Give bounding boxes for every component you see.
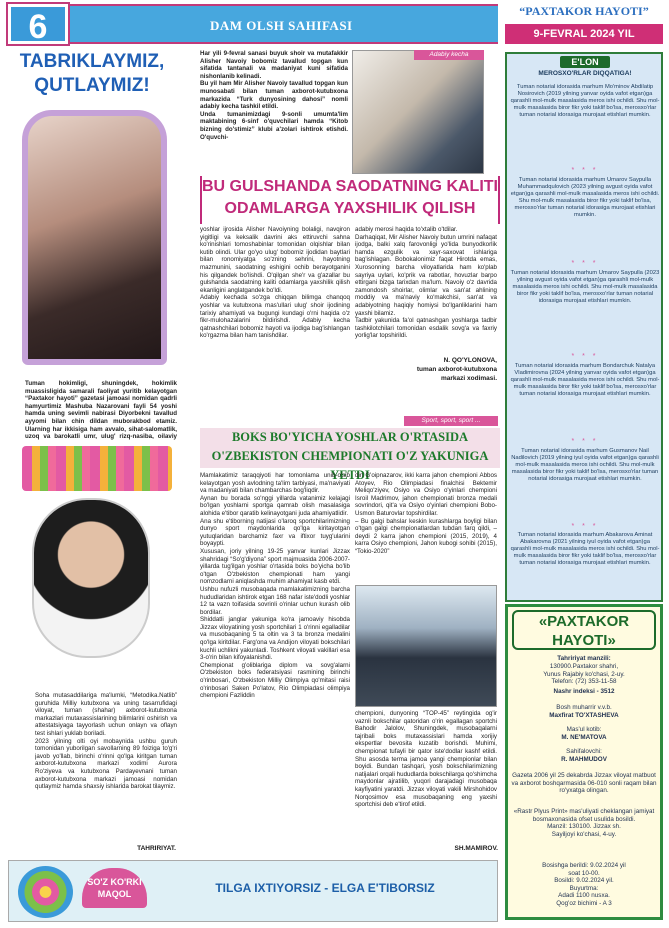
article-column: yoshlar ijrosida Alisher Navoiyning bolaligi, navqiron yigitligi va keksalik davrini aks ettiruvchi sahna ko'rinishlari tomoshabinlar tomonidan olqishlar bilan kutib olindi. Ular go'yo ulug' bobomiz ijodidan baytlari bilan ronomiyatga so'zning sehrini, hayotning mazmunini, saodatning eshigini ochib berayotganini his qilgandek bo'lishdi. O'qilgan she'r va g'azallar bu gulshanda saodatning kaliti odamlarga yaxshilik qilish ekanligini anglatgandek bo'ldi. Adabiy kechada so'zga chiqqan bilimga chanqoq yoshlar va kutubxona mas'ullari ulug' shoir ijodining tarixiy ahamiyati va bugungi kundagi o'rni haqida o'z fikr-mulohazalarini bildirishdi. Adabiy kecha qatnashchilari bobomiz hayoti va ijodiga bag'ishlangan ko'rgazma bilan ham tanishdilar. (200, 226, 350, 340)
address: 130900.Paxtakor shahri, Yunus Rajabiy ko'chasi, 2-uy. Telefon: (72) 353-11-58 (543, 663, 625, 685)
portrait-photo (32, 498, 150, 658)
announcement-label: E'LON (560, 56, 610, 68)
secretary-role: Mas'ul kotib: (566, 726, 602, 733)
divider-stars: * * * (571, 260, 599, 267)
boxing-team-photo (355, 585, 497, 707)
printer-info: «Rastr Plyus Print» mas'uliyati cheklangan jamiyat bosmaxonasida ofset usulida bosildi. Manzil: 130100. Jizzax sh. Sayiljoyi ko'chasi, 4-uy. (513, 808, 655, 838)
literary-evening-photo (352, 50, 484, 174)
editor-name: Maxfirat TO'XTASHEVA (549, 712, 619, 719)
article-signature: N. QO'YLONOVA, tuman axborot-kutubxona markazi xodimasi. (416, 357, 497, 382)
address-heading: Tahririyat manzili: (557, 655, 611, 662)
article-column: adabiy merosi haqida to'xtalib o'tdilar. Darhaqiqat, Mir Alisher Navoiy butun umrini nafaqat ijodga, balki xalq farovonligi yo'lida bunyodkorlik hamda ezgulik va xayr-saxovat ishlariga bag'ishlagan. Bobokalonimiz faqat Hirotda emas, Xurosonning barcha viloyatlarida ham ko'plab sayriya uylari, ko'prik va rabotlar, hovuzlar barpo ettirgani bizga tarixdan ma'lum. Navoiy o'z davrida zamondosh shoirlar, olimlar va san'at ahlining moddiy va ma'naviy ko'makchisi, san'at va adabiyotning haqiqiy homiysi bo'lganliklarini ham yaxshi bilamiz. Tadbir yakunida fa'ol qatnashgan yoshlarga tadbir tashkilotchilari tomonidan esdalik sovg'a va faxriy yorlig'lar topshirildi. (355, 226, 497, 340)
greeting-title: TABRIKLAYMIZ, QUTLAYMIZ! (19, 51, 165, 96)
notice-item: Tuman notarial idorasida marhum Gusmanov Nail Nadilovich (2019 yilning iyul oyida vafot etgan)ga qarashli mol-mulk masalasida meros ishi ochildi. Shu mol-mulk masalasida biror fikr yoki taklif bo'lsa, merosxo'rlar tuman notarial idorasiga murojaat etishlari mumkin. (511, 448, 659, 482)
ornament-icon (18, 866, 73, 918)
notice-item: Tuman notarial idorasida marhum Abakarova Aminat Abakarovna (2021 yilning iyul oyida vafot etgan)ga qarashli mol-mulk masalasida meros ishi ochildi. Shu mol-mulk masalasida biror fikr yoki taklif bo'lsa, merosxo'rlar tuman notarial idorasiga murojaat etishlari mumkin. (510, 532, 660, 566)
greeting-caption: Tuman hokimligi, shuningdek, hokimlik muassisligida samarali faoliyat yuritib kelayotgan “Paxtakor hayoti” gazetasi jamoasi nomidan qadrli hamyurtimiz Mashuba Nazarovani fayli 54 yoshi hamda uning sevimli nabirasi Diyorbekni tavallud ayyomi bilan chin dildan muborakbod etamiz. Ularning har ikkisiga ham avvalo, sihat-salomatlik, uzoq va barokatli umr, ulug' rizq-nasiba, oilaviy (25, 380, 177, 440)
index: Nashr indeksi - 3512 (553, 688, 615, 695)
layout-name: R. MAHMUDOV (561, 756, 607, 763)
flowers-image (22, 446, 172, 491)
divider-stars: * * * (571, 438, 599, 445)
divider-stars: * * * (571, 167, 599, 174)
article-intro: Har yili 9-fevral sanasi buyuk shoir va mutafakkir Alisher Navoiy bobomiz tavallud topgan kun sifatida tantanali va madaniyat kuni sifatida nishonlanib kelinadi. Bu yil ham Mir Alisher Navoiy tavallud topgan kun munosabati bilan tuman axborot-kutubxona markazida “Turk dunyosining dahosi” nomli adabiy kecha tashkil etildi. Unda tumanimizdagi 9-sonli umumta'lim maktabining 6-sinf o'quvchilari hamda “Kitob bizning do'stimiz” klubi a'zolari ishtirok etishdi. O'quvchi- (200, 50, 348, 141)
masthead-name: «PAXTAKOR HAYOTI» (512, 610, 656, 650)
page-number: 6 (8, 4, 68, 44)
sport-headline: BOKS BO'YICHA YOSHLAR O'RTASIDA O'ZBEKISTON CHEMPIONATI O'Z YAKUNIGA YETDI (200, 428, 500, 468)
sport-signature: SH.MAMIROV. (454, 845, 498, 852)
registration-info: Gazeta 2006 yil 25 dekabrda Jizzax viloyat matbuot va axborot boshqarmasida 06-010 sonli raqam bilan ro'yxatga olingan. (511, 772, 657, 794)
footer-slogan: TILGA IXTIYORSIZ - ELGA E'TIBORSIZ (215, 881, 435, 895)
sport-column: Mamlakatimiz taraqqiyoti har tomonlama unib-o'sib kelayotgan yosh avlodning ta'lim tarbiyasi, ma'naviyati va madaniyati bilan chambarchas bog'liqdir. Aynan bu borada so'nggi yillarda vatanimiz kelajagi bo'lgan yoshlarni sportga qamrab olish masalasiga alohida e'tibor qaratib kelinayotgani juda ahamiyatlidir. Ana shu e'tiborning natijasi o'laroq sportchilarimizning dunyo sport maydonlarida qo'lga kiritayotgan yutuqlaridan barchamiz faxr va iftixor tuyg'ularini boyaypti. Xususan, joriy yilning 19-25 yanvar kunlari Jizzax shahridagi “So'g'diyona” sport majmuasida 2006-2007-yillarda tug'ilgan yoshlar o'rtasida boks bo'yicha bo'lib o'tgan O'zbekiston chempionati ham yangi nomzodlarni aniqlashda muhim ahamiyat kasb etdi. Ushbu nufuzli musobaqada mamlakatimizning barcha hududlaridan ishtirok etgan 168 nafar iste'dodli yoshlar 12 ta vazn toifasida sovrinli o'rinlar uchun kurash olib bordilar. Shiddatli janglar yakuniga ko'ra jamoaviy hisobda Jizzax viloyatining yosh sportchilari 1 o'rinni egalladilar va musobaqaning 5 ta oltin va 3 ta bronza medalini qo'lga kiritdilar. Farg'ona va Andijon viloyati bokschilari kuchli uchlikni yakunladi. Toshkent viloyati vakillari esa 3-o'rin bilan kifoyalanishdi. Chempionat g'oliblariga diplom va sovg'alarni O'zbekiston boks federatsiyasi rasmining birinchi o'rinbosari, O'zbekiston Milliy Olimpiya qo'mitasi raisi o'rinbosari Saken Po'latov, Rio Olimpiadasi olimpiya chempioni Fazliddin (200, 472, 350, 700)
paper-name: “PAXTAKOR HAYOTI” (519, 4, 649, 18)
notice-item: Tuman notarial idorasida marhum Umarov Saypulla (2023 yilning avgust oyida vafot etgan)ga qarashli mol-mulk masalasida meros ishi ochildi. Shu mol-mulk masalasida biror fikr yoki taklif bo'lsa, merosxo'rlar tuman notarial idorasiga murojaat etishlari mumkin. (510, 270, 660, 304)
family-photo (22, 110, 167, 365)
editor-role: Bosh muharrir v.v.b. (556, 704, 612, 711)
section-title: DAM OLSH SAHIFASI (70, 4, 498, 44)
notice-heading: MEROSXO'RLAR DIQQATIGA! (538, 70, 632, 77)
rubric-tag: Sport, sport, sport ... (404, 416, 498, 426)
library-caption: Soha mutasaddilariga ma'lumki, “Metodika.Natlib” guruhida Milliy kutubxona va uning tasarrufidagi viloyat, tuman (shahar) axborot-kutubxona markazlari mutaxassislarining bilimlarini oshirish va attestatsiyaga tayyorlash uchun onlayn va oflayn test ishlari yuklab boriladi. 2023 yilning olti oyi mobaynida ushbu guruh tomonidan yuborilgan savollarning 89 foiziga to'g'ri javob yo'llab, birinchi o'rinni qo'lga kiritgan tuman axborot-kutubxona markazi xodimi Aurora Ro'ziyeva va kutubxona Pardayevnani tuman axborot-kutubxona markazi jamoasi nomidan qutlaymiz hamda shaxsiy ishlarida barokat tilaymiz. (35, 692, 177, 791)
divider-stars: * * * (571, 353, 599, 360)
paper-date: 9-FEVRAL 2024 YIL (505, 24, 663, 44)
notice-item: Tuman notarial idorasida marhum Bondarchuk Natalya Vladimirovna (2024 yilning yanvar oyida vafot etgan)ga qarashli mol-mulk masalasida meros ishi ochildi. Shu mol-mulk masalasida biror fikr yoki taklif bo'lsa, merosxo'rlar tuman notarial idorasiga murojaat etishlari mumkin. (510, 363, 660, 397)
proverb-badge: SO'Z KO'RKI MAQOL (82, 868, 147, 908)
sport-column: chempioni, dunyoning “TOP-45” reytingida og'ir vaznli bokschilar qatoridan o'rin egallagan sportchi Bahodir Jalolov, Shuningdek, musobaqalarni tajribali boks mutaxassislari hamda xorijiy ekspertlar bevosita kuzatib borishdi. Muhimi, chempionat tufayli bir qator iste'dodlar kashf etildi. Shu asosda terma jamoa yangi chempionlar bilan boyidi. Bundan tashqari, yosh bokschilarimizning natijalari orqali hududlarda bokschilarga qo'shimcha maydonlar ajratilib, yuqori darajadagi musobaqa kayfiyatini yaratdi. Jizzax viloyati vakili Mirshohidov Norqosimov esa musobaqaning eng yaxshi sportchisi deb e'tirof etildi. (355, 710, 497, 809)
rubric-tag: Adabiy kecha (414, 50, 484, 60)
notice-item: Tuman notarial idorasida marhum Mo'minov Abdilatip Nosirovich (2019 yilning yanvar oyida vafot etgan)ga qarashli mol-mulk masalasida meros ishi ochildi. Shu mol-mulk masalasida biror fikr yoki taklif bo'lsa, merosxo'rlar tuman notarial idorasiga murojaat etishlari mumkin. (510, 84, 660, 118)
print-schedule: Bosishga berildi: 9.02.2024 yil soat 10-00. Bosildi: 9.02.2024 yil. Buyurtma: Adadi 1100 nusxa. Qog'oz bichimi - A 3 (542, 862, 626, 907)
layout-role: Sahifalovchi: (566, 748, 602, 755)
sport-column: din G'oipnazarov, ikki karra jahon chempioni Abbos Atoyev, Rio Olimpiadasi finalchisi Bektemir Meliqo'ziyev, Osiyo va Osiyo o'yinlari chempioni Isroil Madrimov, jahon chempionati bronza medali sovrindori, qit'a va Osiyo o'yinlari chempioni Bobo-Usmon Baturovlar topshirdilar. – Bu galgi bahslar keskin kurashlarga boyligi bilan o'tgan galgi chempionatlardan tubdan farq qildi, – deydi 2 karra jahon chempioni (2015, 2019), 4 karra Osiyo chempioni, Jahon kubogi sohibi (2015), “Tokio-2020” (355, 472, 497, 555)
editorial-signature: TAHRIRIYAT. (137, 845, 176, 852)
notice-item: Tuman notarial idorasida marhum Umarov Saypulla Muhammadqulovich (2023 yilning avgust oyida vafot etgan)ga qarashli mol-mulk masalasida meros ishi ochildi. Shu mol-mulk masalasida biror fikr yoki taklif bo'lsa, merosxo'rlar tuman notarial idorasiga murojaat etishlari mumkin. (510, 177, 660, 218)
article-headline: BU GULSHANDA SAODATNING KALITI ODAMLARGA YAXSHILIK QILISH (200, 176, 500, 224)
divider-stars: * * * (571, 523, 599, 530)
secretary-name: M. NE'MATOVA (561, 734, 607, 741)
